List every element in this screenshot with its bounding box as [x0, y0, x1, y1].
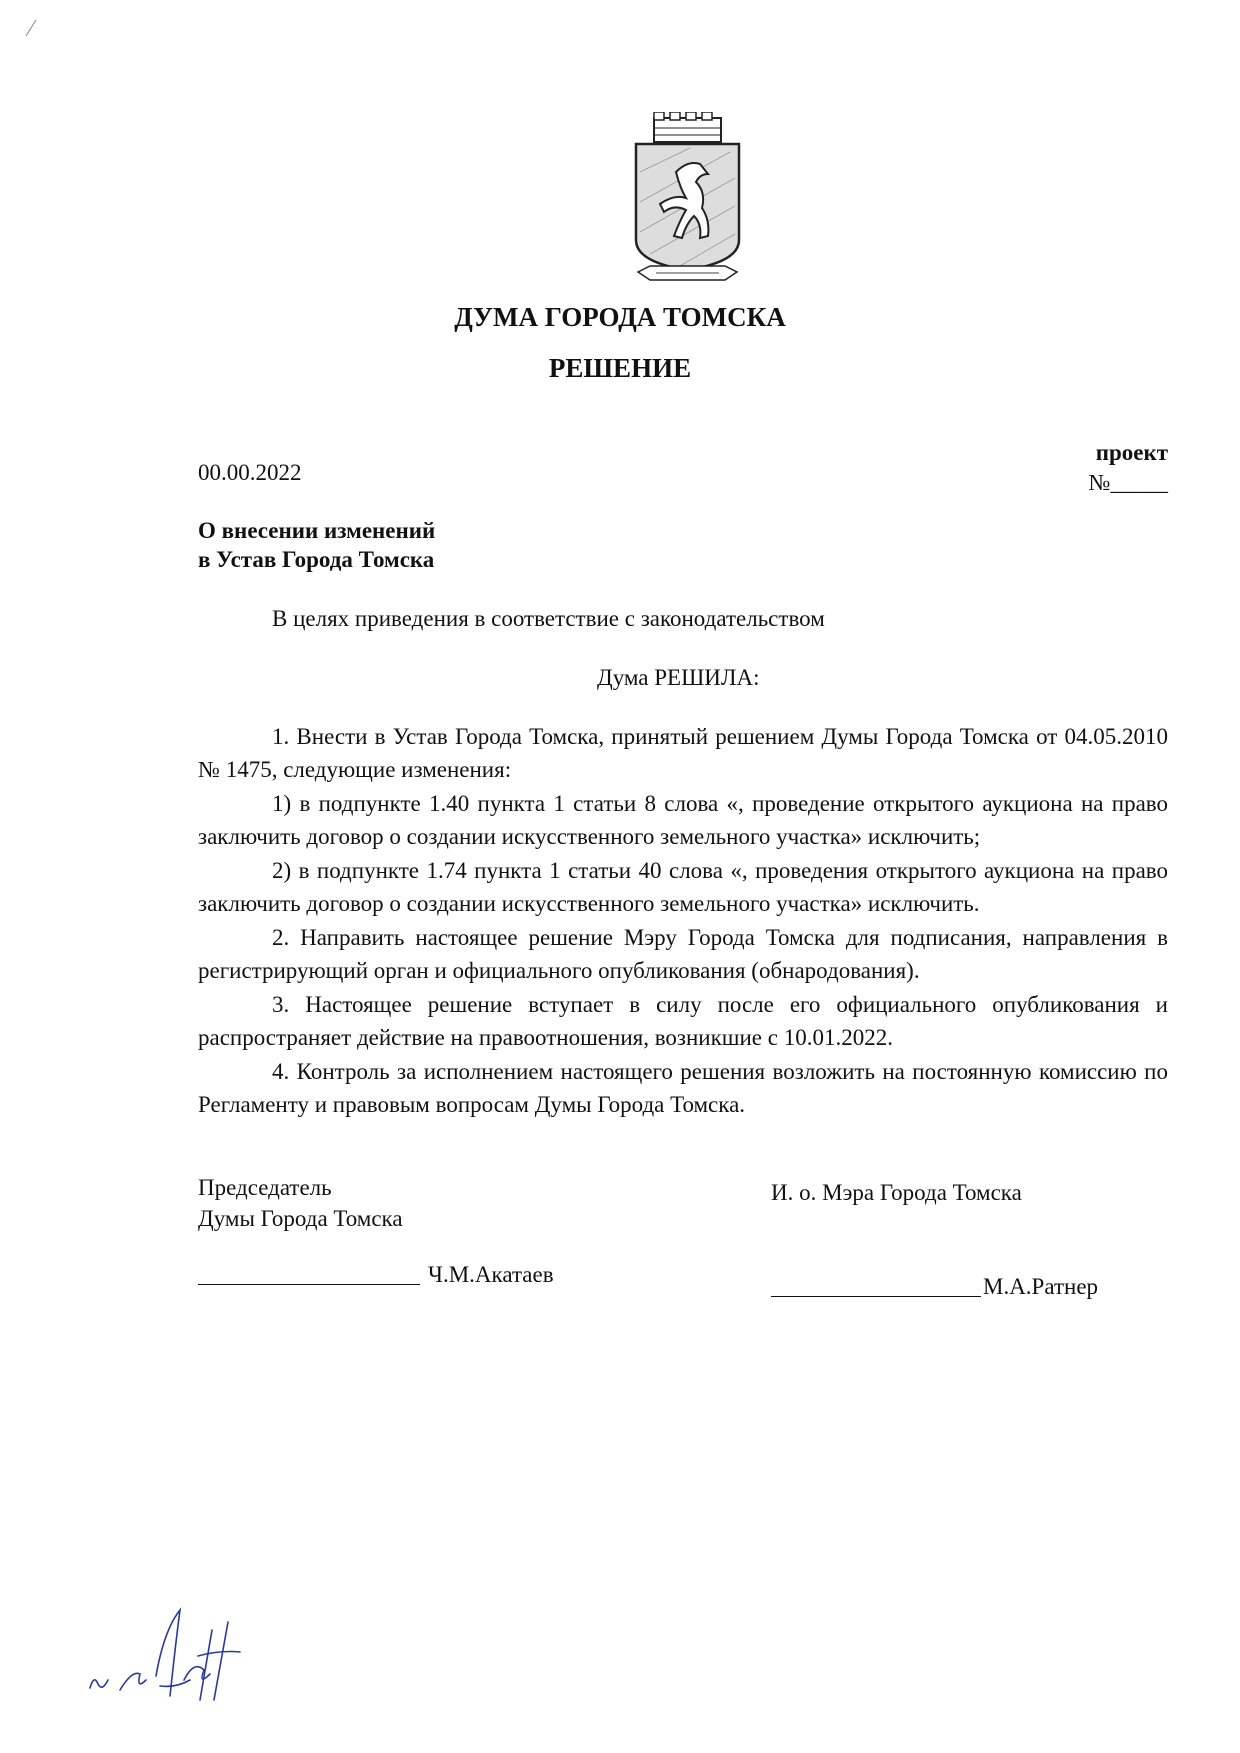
paragraph-3: 3. Настоящее решение вступает в силу после его официального опубликования и распространяет действие на правоотношения, возникшие с 10.01.2022.: [198, 992, 1168, 1050]
subject-line-2: в Устав Города Томска: [198, 547, 435, 572]
document-body: [198, 720, 1168, 1122]
right-signature-line: [771, 1296, 981, 1297]
document-number: №_____: [1088, 470, 1168, 495]
decision-heading: Дума РЕШИЛА:: [597, 665, 760, 690]
organization-title: ДУМА ГОРОДА ТОМСКА: [454, 302, 786, 332]
pen-mark-icon: [22, 10, 52, 40]
document-subject: [198, 516, 435, 574]
paragraph-1-1: 1) в подпункте 1.40 пункта 1 статьи 8 слова «, проведение открытого аукциона на право заключить договор о создании искусственного земельного участка» исключить;: [198, 791, 1168, 849]
paragraph-1-2: 2) в подпункте 1.74 пункта 1 статьи 40 слова «, проведения открытого аукциона на право заключить договор о создании искусственного земельного участка» исключить.: [198, 858, 1168, 916]
right-signatory-title: И. о. Мэра Города Томска: [771, 1180, 1022, 1205]
handwritten-signature-icon: [80, 1600, 260, 1710]
document-date: 00.00.2022: [198, 460, 302, 485]
right-signatory-name: М.А.Ратнер: [983, 1274, 1099, 1299]
paragraph-1: 1. Внести в Устав Города Томска, принятый решением Думы Города Томска от 04.05.2010 № 1475, следующие изменения:: [198, 724, 1168, 782]
draft-label: проект: [1095, 440, 1168, 465]
document-type: РЕШЕНИЕ: [548, 353, 692, 383]
left-signatory-title: [198, 1172, 403, 1234]
draft-block: [1089, 438, 1168, 498]
paragraph-2: 2. Направить настоящее решение Мэру Города Томска для подписания, направления в регистрирующий орган и официального опубликования (обнародования).: [198, 925, 1168, 983]
preamble: В целях приведения в соответствие с законодательством: [272, 606, 825, 631]
paragraph-4: 4. Контроль за исполнением настоящего решения возложить на постоянную комиссию по Регламенту и правовым вопросам Думы Города Томска.: [198, 1059, 1168, 1117]
coat-of-arms-icon: [630, 112, 745, 290]
left-title-line-2: Думы Города Томска: [198, 1206, 403, 1231]
left-signature-line: [198, 1284, 420, 1285]
subject-line-1: О внесении изменений: [198, 518, 436, 543]
left-signatory-name: Ч.М.Акатаев: [428, 1262, 554, 1287]
left-title-line-1: Председатель: [198, 1175, 332, 1200]
